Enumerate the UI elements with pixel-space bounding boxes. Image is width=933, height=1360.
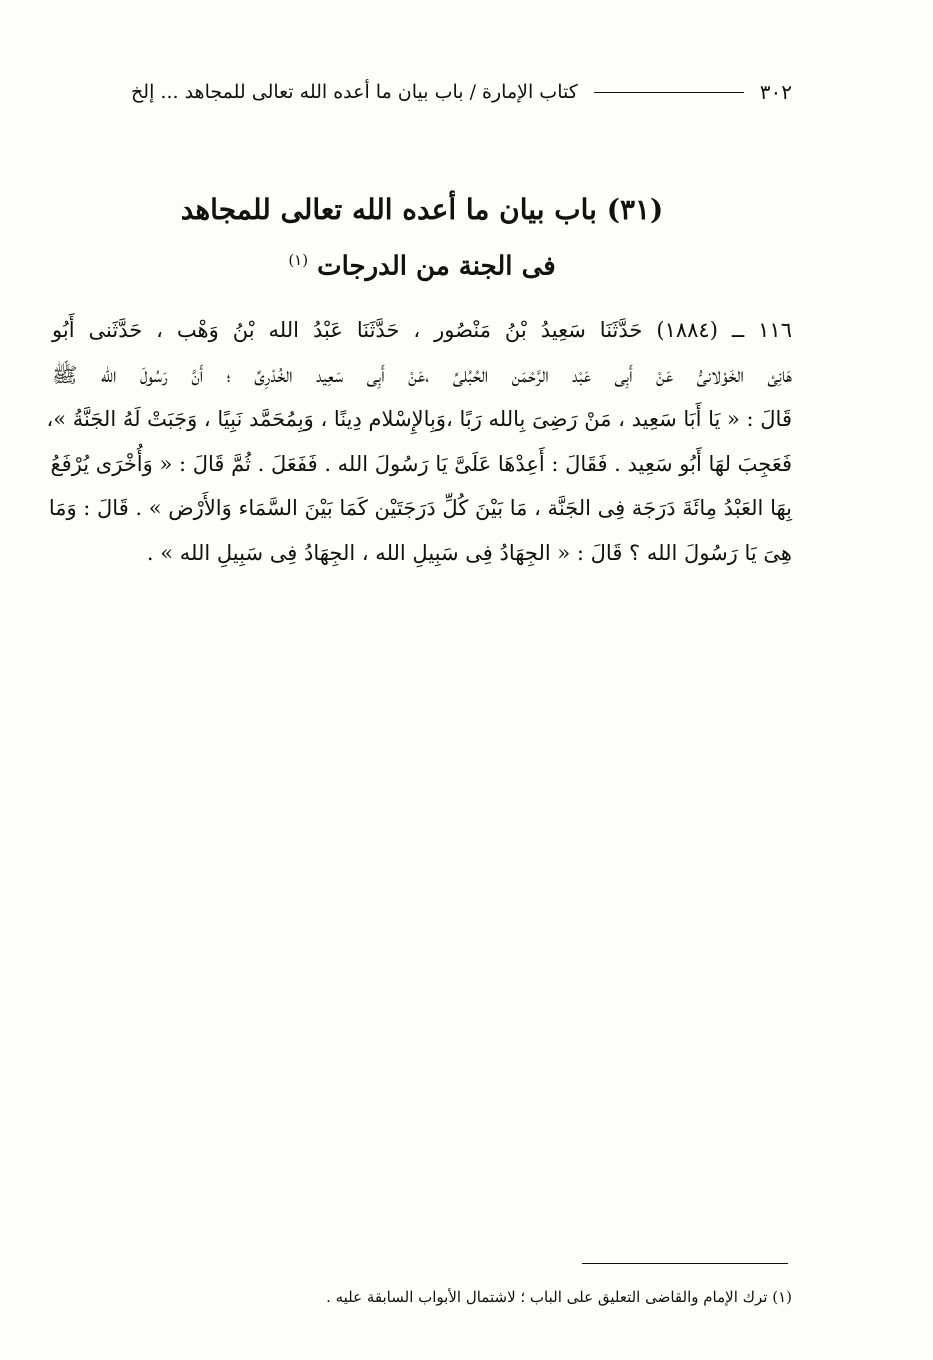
chapter-title-line1: (٣١) باب بيان ما أعده الله تعالى للمجاهد <box>180 193 664 226</box>
footnote-separator <box>582 1263 788 1264</box>
footnote: (١) ترك الإمام والقاضى التعليق على الباب ؛ لاشتمال الأبواب السابقة عليه . <box>326 1288 792 1306</box>
header-rule <box>594 92 744 93</box>
hadith-line: هَانِئ الخَوْلانىُّ عَنْ أَبِى عَبْد الرَّحْمَن الحُبُلىِّ ،عَنْ أَبِى سَعِيد الخُدْرِىِّ ؛ أَنَّ رَسُولَ الله ﷺ <box>52 362 792 387</box>
hadith-line: بِهَا العَبْدُ مِائَةَ دَرَجَة فِى الجَنَّة ، مَا بَيْنَ كُلِّ دَرَجَتَيْن كَمَا بَيْنَ السَّمَاء وَالأَرْض » . قَالَ : وَمَا <box>48 496 792 520</box>
hadith-line: قَالَ : « يَا أَبَا سَعِيد ، مَنْ رَضِىَ بِالله رَبًا ،وَبِالإِسْلام دِينًا ، وَبِمُحَمَّد نَبِيًا ، وَجَبَتْ لَهُ الجَنَّةُ »، <box>46 407 792 431</box>
chapter-heading <box>52 186 792 293</box>
hadith-text <box>46 308 792 575</box>
page-number: ٣٠٢ <box>759 80 792 104</box>
chapter-title-line2 <box>52 234 792 293</box>
hadith-line: هِىَ يَا رَسُولَ الله ؟ قَالَ : « الجِهَادُ فِى سَبِيلِ الله ، الجِهَادُ فِى سَبِيلِ الله » . <box>146 540 792 565</box>
footnote-reference: (١) <box>288 251 309 269</box>
running-header <box>52 74 792 110</box>
chapter-title-line2-text: فى الجنة من الدرجات <box>317 251 556 282</box>
hadith-line: فَعَجِبَ لهَا أَبُو سَعِيد . فَقَالَ : أَعِدْهَا عَلَىَّ يَا رَسُولَ الله . فَفَعَلَ . ثُمَّ قَالَ : « وَأُخْرَى يُرْفَعُ <box>50 451 792 476</box>
running-title: كتاب الإمارة / باب بيان ما أعده الله تعالى للمجاهد ... إلخ <box>131 81 578 103</box>
hadith-line: ١١٦ ــ (١٨٨٤) حَدَّثَنَا سَعِيدُ بْنُ مَنْصُور ، حَدَّثَنَا عَبْدُ الله بْنُ وَهْب ، حَدَّثَنى أَبُو <box>52 318 792 342</box>
